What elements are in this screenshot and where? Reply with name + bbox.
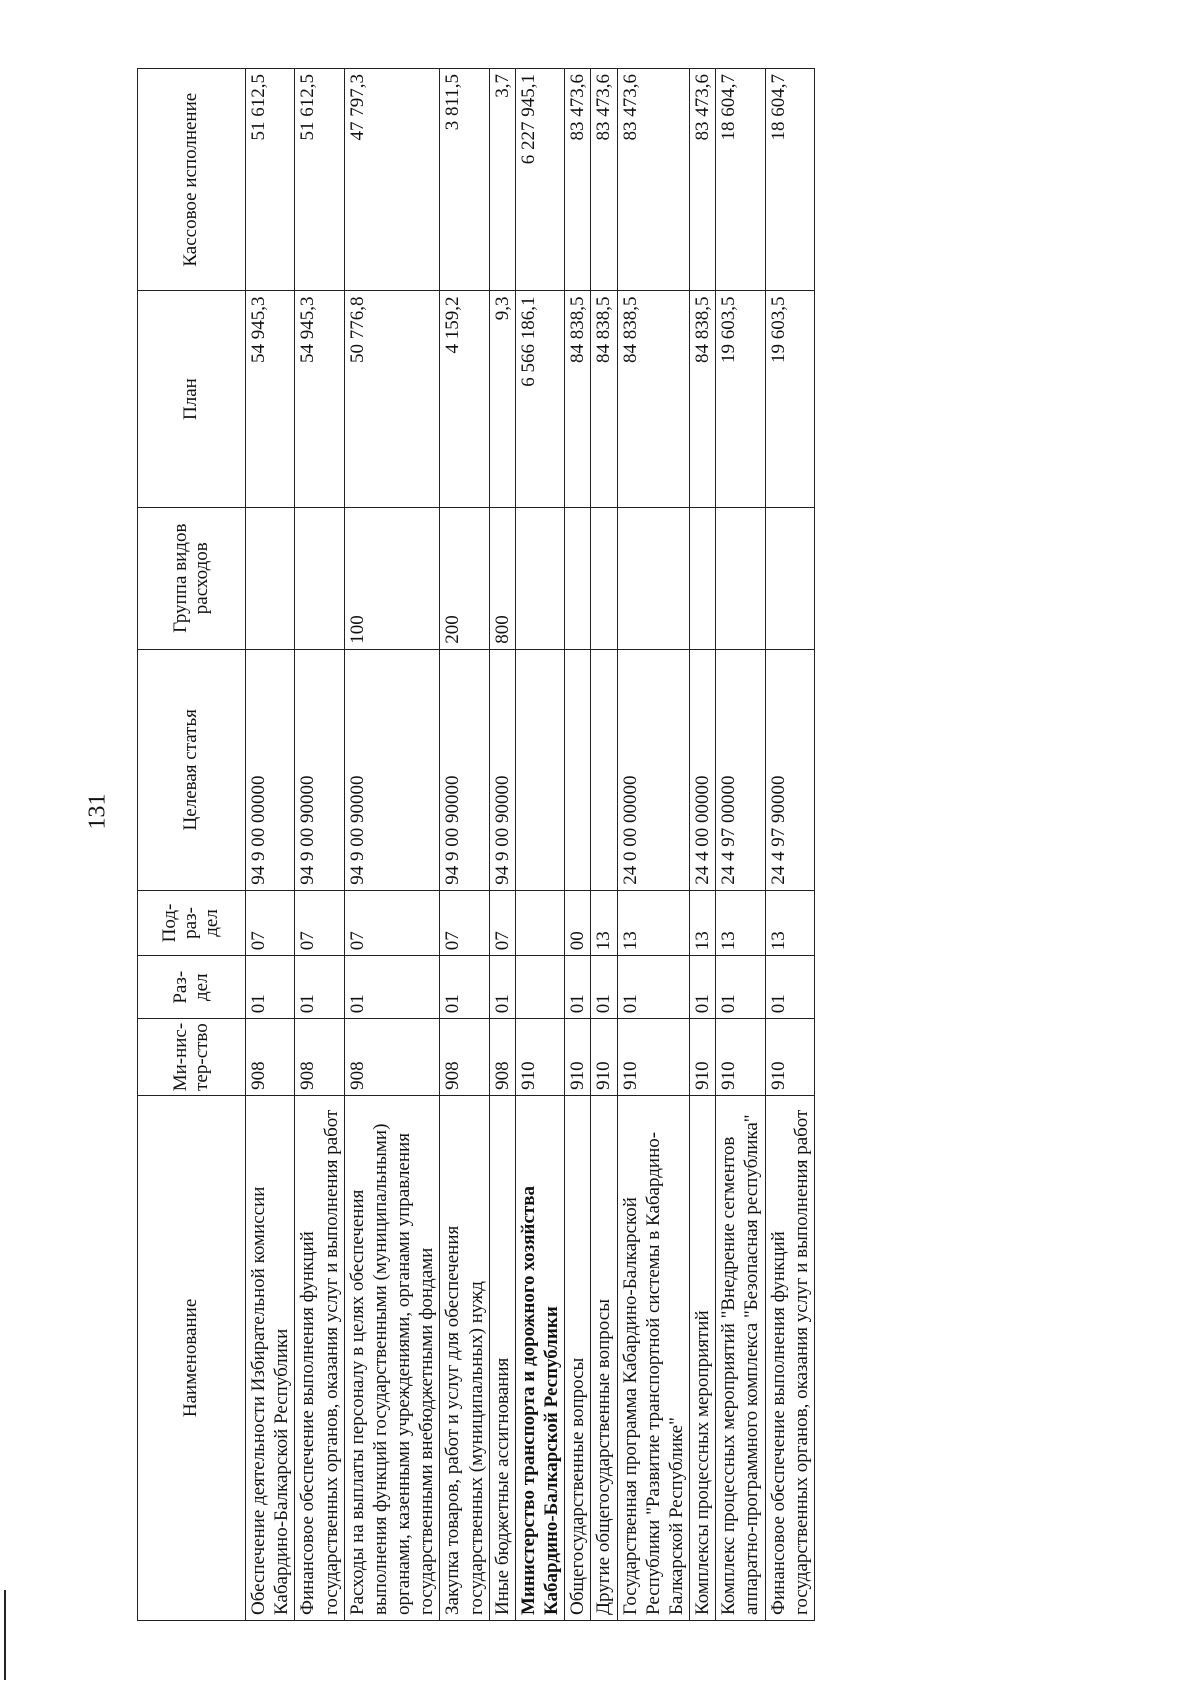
cell-celevaya: 94 9 00 90000 bbox=[344, 649, 440, 890]
cell-ispolnenie: 83 473,6 bbox=[591, 69, 617, 291]
cell-razdel: 01 bbox=[565, 956, 591, 1019]
cell-celevaya: 24 4 00 00000 bbox=[690, 649, 716, 890]
cell-ministry: 910 bbox=[765, 1019, 814, 1096]
header-ispolnenie: Кассовое исполнение bbox=[138, 69, 246, 291]
table-row bbox=[591, 69, 617, 1621]
cell-ispolnenie: 83 473,6 bbox=[565, 69, 591, 291]
cell-plan: 6 566 186,1 bbox=[515, 291, 564, 507]
page-number: 131 bbox=[84, 793, 111, 830]
cell-gruppa bbox=[515, 507, 564, 649]
cell-razdel bbox=[515, 956, 564, 1019]
cell-razdel: 01 bbox=[765, 956, 814, 1019]
cell-podrazdel: 13 bbox=[690, 890, 716, 955]
cell-plan: 9,3 bbox=[489, 291, 515, 507]
cell-name: Общегосударственные вопросы bbox=[565, 1095, 591, 1620]
table-row bbox=[246, 69, 295, 1621]
cell-ispolnenie: 83 473,6 bbox=[617, 69, 690, 291]
cell-gruppa bbox=[591, 507, 617, 649]
header-ministry: Ми-нис-тер-ство bbox=[138, 1019, 246, 1096]
cell-ministry: 908 bbox=[440, 1019, 489, 1096]
cell-name: Другие общегосударственные вопросы bbox=[591, 1095, 617, 1620]
cell-plan: 54 945,3 bbox=[295, 291, 344, 507]
cell-name: Министерство транспорта и дорожного хозяйства Кабардино-Балкарской Республики bbox=[515, 1095, 564, 1620]
cell-plan: 19 603,5 bbox=[716, 291, 765, 507]
cell-podrazdel: 07 bbox=[295, 890, 344, 955]
table-row bbox=[716, 69, 765, 1621]
cell-ispolnenie: 18 604,7 bbox=[716, 69, 765, 291]
cell-ispolnenie: 47 797,3 bbox=[344, 69, 440, 291]
table-row bbox=[489, 69, 515, 1621]
cell-podrazdel: 13 bbox=[716, 890, 765, 955]
cell-razdel: 01 bbox=[489, 956, 515, 1019]
cell-ministry: 908 bbox=[246, 1019, 295, 1096]
table-row bbox=[765, 69, 814, 1621]
cell-celevaya: 24 4 97 00000 bbox=[716, 649, 765, 890]
table-row bbox=[565, 69, 591, 1621]
cell-podrazdel: 07 bbox=[489, 890, 515, 955]
cell-ministry: 910 bbox=[690, 1019, 716, 1096]
cell-plan: 84 838,5 bbox=[690, 291, 716, 507]
cell-ministry: 910 bbox=[716, 1019, 765, 1096]
table-row bbox=[617, 69, 690, 1621]
cell-celevaya: 94 9 00 00000 bbox=[246, 649, 295, 890]
cell-podrazdel: 00 bbox=[565, 890, 591, 955]
header-podrazdel: Под-раз-дел bbox=[138, 890, 246, 955]
cell-celevaya bbox=[591, 649, 617, 890]
cell-celevaya: 94 9 00 90000 bbox=[295, 649, 344, 890]
cell-celevaya bbox=[565, 649, 591, 890]
cell-ministry: 910 bbox=[565, 1019, 591, 1096]
cell-razdel: 01 bbox=[246, 956, 295, 1019]
cell-plan: 4 159,2 bbox=[440, 291, 489, 507]
table-row bbox=[515, 69, 564, 1621]
cell-plan: 50 776,8 bbox=[344, 291, 440, 507]
cell-podrazdel: 13 bbox=[765, 890, 814, 955]
cell-ispolnenie: 3 811,5 bbox=[440, 69, 489, 291]
cell-podrazdel bbox=[515, 890, 564, 955]
cell-gruppa bbox=[246, 507, 295, 649]
cell-ministry: 908 bbox=[295, 1019, 344, 1096]
cell-gruppa: 800 bbox=[489, 507, 515, 649]
cell-podrazdel: 07 bbox=[440, 890, 489, 955]
table-row bbox=[344, 69, 440, 1621]
cell-ispolnenie: 83 473,6 bbox=[690, 69, 716, 291]
cell-gruppa bbox=[690, 507, 716, 649]
header-razdel: Раз-дел bbox=[138, 956, 246, 1019]
cell-celevaya: 24 0 00 00000 bbox=[617, 649, 690, 890]
cell-razdel: 01 bbox=[617, 956, 690, 1019]
table-row bbox=[690, 69, 716, 1621]
cell-gruppa bbox=[295, 507, 344, 649]
cell-plan: 84 838,5 bbox=[591, 291, 617, 507]
cell-plan: 84 838,5 bbox=[617, 291, 690, 507]
cell-gruppa bbox=[765, 507, 814, 649]
header-name: Наименование bbox=[138, 1095, 246, 1620]
scan-edge-mark bbox=[4, 1590, 6, 1680]
table-row bbox=[295, 69, 344, 1621]
cell-podrazdel: 13 bbox=[591, 890, 617, 955]
header-plan: План bbox=[138, 291, 246, 507]
cell-ispolnenie: 18 604,7 bbox=[765, 69, 814, 291]
cell-name: Финансовое обеспечение выполнения функций государственных органов, оказания услуг и выполнения работ bbox=[765, 1095, 814, 1620]
budget-table-container bbox=[137, 68, 1076, 1621]
cell-name: Комплексы процессных мероприятий bbox=[690, 1095, 716, 1620]
cell-razdel: 01 bbox=[716, 956, 765, 1019]
cell-celevaya: 94 9 00 90000 bbox=[440, 649, 489, 890]
cell-celevaya bbox=[515, 649, 564, 890]
cell-gruppa: 100 bbox=[344, 507, 440, 649]
cell-celevaya: 94 9 00 90000 bbox=[489, 649, 515, 890]
cell-ispolnenie: 51 612,5 bbox=[246, 69, 295, 291]
cell-ministry: 910 bbox=[591, 1019, 617, 1096]
header-gruppa: Группа видов расходов bbox=[138, 507, 246, 649]
cell-ministry: 908 bbox=[489, 1019, 515, 1096]
cell-razdel: 01 bbox=[591, 956, 617, 1019]
cell-podrazdel: 07 bbox=[246, 890, 295, 955]
cell-gruppa bbox=[565, 507, 591, 649]
cell-name: Государственная программа Кабардино-Балкарской Республики "Развитие транспортной системы в Кабардино-Балкарской Республике" bbox=[617, 1095, 690, 1620]
cell-name: Обеспечение деятельности Избирательной комиссии Кабардино-Балкарской Республики bbox=[246, 1095, 295, 1620]
cell-ministry: 910 bbox=[617, 1019, 690, 1096]
table-row bbox=[440, 69, 489, 1621]
cell-plan: 84 838,5 bbox=[565, 291, 591, 507]
cell-gruppa bbox=[716, 507, 765, 649]
cell-ministry: 910 bbox=[515, 1019, 564, 1096]
cell-plan: 54 945,3 bbox=[246, 291, 295, 507]
cell-ispolnenie: 51 612,5 bbox=[295, 69, 344, 291]
cell-gruppa bbox=[617, 507, 690, 649]
cell-podrazdel: 07 bbox=[344, 890, 440, 955]
cell-name: Комплекс процессных мероприятий "Внедрение сегментов аппаратно-программного комплекса "Безопасная республика" bbox=[716, 1095, 765, 1620]
cell-razdel: 01 bbox=[344, 956, 440, 1019]
budget-table bbox=[137, 68, 815, 1621]
cell-name: Закупка товаров, работ и услуг для обеспечения государственных (муниципальных) нужд bbox=[440, 1095, 489, 1620]
cell-ispolnenie: 3,7 bbox=[489, 69, 515, 291]
cell-ministry: 908 bbox=[344, 1019, 440, 1096]
cell-gruppa: 200 bbox=[440, 507, 489, 649]
cell-razdel: 01 bbox=[690, 956, 716, 1019]
cell-name: Расходы на выплаты персоналу в целях обеспечения выполнения функций государственными (муниципальными) органами, казенными учреждениями, органами управления государственными внебюджетными фондами bbox=[344, 1095, 440, 1620]
cell-name: Иные бюджетные ассигнования bbox=[489, 1095, 515, 1620]
cell-plan: 19 603,5 bbox=[765, 291, 814, 507]
cell-celevaya: 24 4 97 90000 bbox=[765, 649, 814, 890]
cell-name: Финансовое обеспечение выполнения функций государственных органов, оказания услуг и выполнения работ bbox=[295, 1095, 344, 1620]
table-header-row bbox=[138, 69, 246, 1621]
cell-razdel: 01 bbox=[295, 956, 344, 1019]
cell-ispolnenie: 6 227 945,1 bbox=[515, 69, 564, 291]
header-celevaya: Целевая статья bbox=[138, 649, 246, 890]
cell-razdel: 01 bbox=[440, 956, 489, 1019]
cell-podrazdel: 13 bbox=[617, 890, 690, 955]
